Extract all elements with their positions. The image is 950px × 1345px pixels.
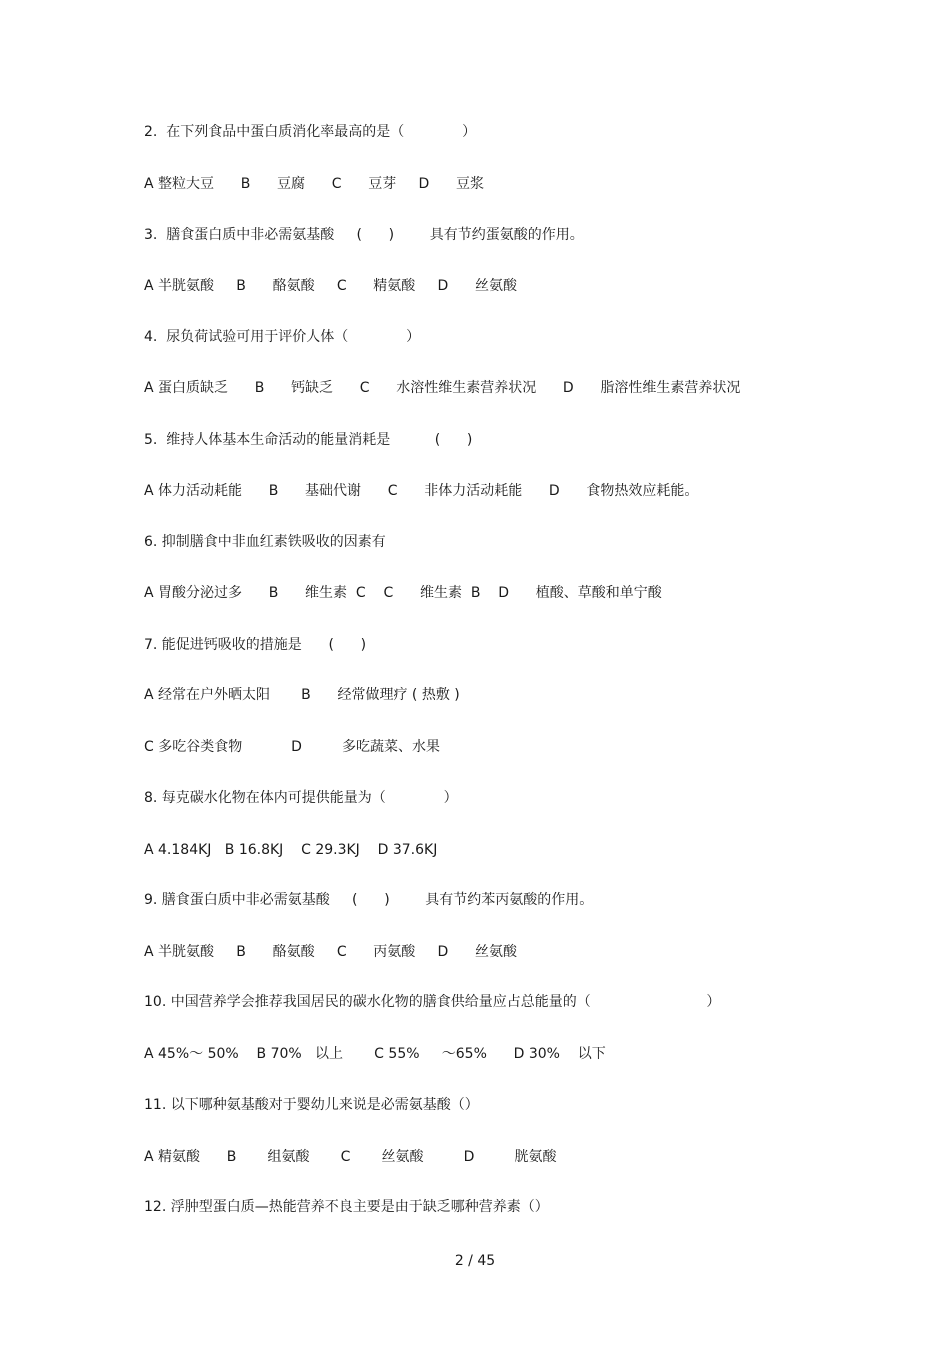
question-6-options: A 胃酸分泌过多 B 维生素 C C 维生素 B D 植酸、草酸和单宁酸 (144, 585, 662, 601)
question-4: 4. 尿负荷试验可用于评价人体（ ） (144, 329, 421, 345)
question-5: 5. 维持人体基本生命活动的能量消耗是 ( ) (144, 432, 473, 448)
question-2-options: A 整粒大豆 B 豆腐 C 豆芽 D 豆浆 (144, 176, 484, 192)
question-9-options: A 半胱氨酸 B 酪氨酸 C 丙氨酸 D 丝氨酸 (144, 944, 518, 960)
question-11-options: A 精氨酸 B 组氨酸 C 丝氨酸 D 胱氨酸 (144, 1149, 557, 1165)
question-8: 8. 每克碳水化物在体内可提供能量为（ ） (144, 790, 458, 806)
question-7-options-cd: C 多吃谷类食物 D 多吃蔬菜、水果 (144, 739, 441, 755)
question-10: 10. 中国营养学会推荐我国居民的碳水化物的膳食供给量应占总能量的（ ） (144, 994, 721, 1010)
page-number: 2 / 45 (454, 1253, 496, 1269)
question-11: 11. 以下哪种氨基酸对于婴幼儿来说是必需氨基酸（） (144, 1097, 479, 1113)
question-7: 7. 能促进钙吸收的措施是 ( ) (144, 637, 367, 653)
question-6: 6. 抑制膳食中非血红素铁吸收的因素有 (144, 534, 386, 550)
question-7-options-ab: A 经常在户外晒太阳 B 经常做理疗 ( 热敷 ) (144, 687, 460, 703)
question-3: 3. 膳食蛋白质中非必需氨基酸 ( ) 具有节约蛋氨酸的作用。 (144, 227, 584, 243)
question-10-options: A 45%～ 50% B 70% 以上 C 55% ～65% D 30% 以下 (144, 1046, 606, 1062)
question-5-options: A 体力活动耗能 B 基础代谢 C 非体力活动耗能 D 食物热效应耗能。 (144, 483, 699, 499)
question-4-options: A 蛋白质缺乏 B 钙缺乏 C 水溶性维生素营养状况 D 脂溶性维生素营养状况 (144, 380, 741, 396)
question-8-options: A 4.184KJ B 16.8KJ C 29.3KJ D 37.6KJ (144, 842, 438, 858)
question-9: 9. 膳食蛋白质中非必需氨基酸 ( ) 具有节约苯丙氨酸的作用。 (144, 892, 594, 908)
question-12: 12. 浮肿型蛋白质—热能营养不良主要是由于缺乏哪种营养素（） (144, 1199, 549, 1215)
question-2: 2. 在下列食品中蛋白质消化率最高的是（ ） (144, 124, 477, 140)
question-3-options: A 半胱氨酸 B 酪氨酸 C 精氨酸 D 丝氨酸 (144, 278, 518, 294)
